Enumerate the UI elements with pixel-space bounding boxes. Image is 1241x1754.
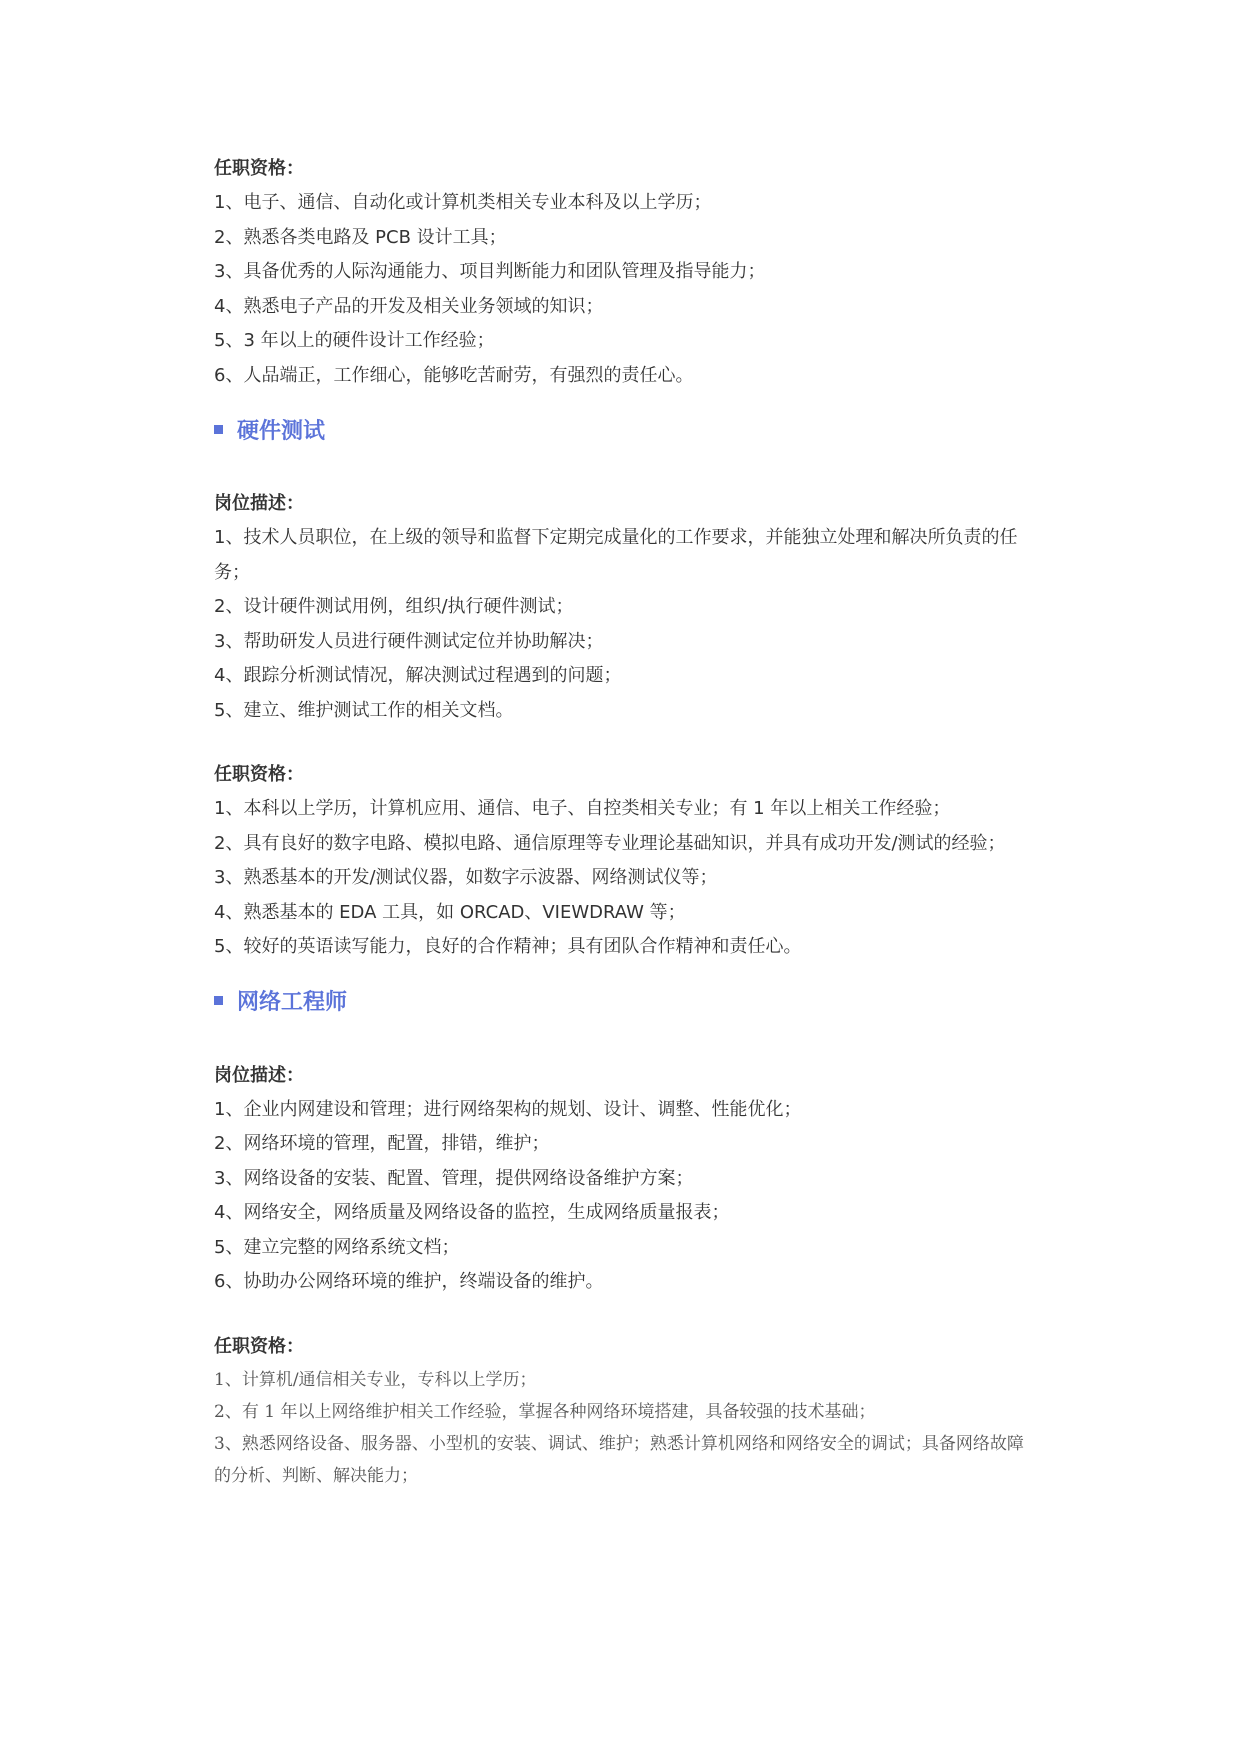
list-item: 2、有 1 年以上网络维护相关工作经验，掌握各种网络环境搭建，具备较强的技术基础； <box>214 1401 876 1422</box>
section-title-hardware-test <box>214 409 1034 449</box>
list-item: 2、熟悉各类电路及 PCB 设计工具； <box>214 226 507 248</box>
qualifications-list <box>214 1364 1034 1492</box>
qualifications-heading: 任职资格： <box>214 764 304 785</box>
list-item: 1、本科以上学历，计算机应用、通信、电子、自控类相关专业；有 1 年以上相关工作经验； <box>214 798 951 819</box>
qualifications-list <box>214 186 1034 393</box>
list-item: 1、电子、通信、自动化或计算机类相关专业本科及以上学历； <box>214 192 712 213</box>
list-item: 5、建立、维护测试工作的相关文档。 <box>214 699 514 721</box>
section-title-text: 网络工程师 <box>237 990 348 1015</box>
list-item: 4、熟悉基本的 EDA 工具，如 ORCAD、VIEWDRAW 等； <box>214 901 686 923</box>
square-bullet-icon <box>214 425 223 434</box>
list-item: 3、具备优秀的人际沟通能力、项目判断能力和团队管理及指导能力； <box>214 261 766 282</box>
description-list <box>214 521 1034 728</box>
list-item: 4、网络安全，网络质量及网络设备的监控，生成网络质量报表； <box>214 1202 730 1223</box>
list-item: 3、熟悉网络设备、服务器、小型机的安装、调试、维护；熟悉计算机网络和网络安全的调试；具备网络故障的分析、判断、解决能力； <box>214 1433 1024 1486</box>
list-item: 2、设计硬件测试用例，组织/执行硬件测试； <box>214 596 574 617</box>
list-item: 1、技术人员职位，在上级的领导和监督下定期完成量化的工作要求，并能独立处理和解决所负责的任务； <box>214 527 1018 583</box>
list-item: 3、熟悉基本的开发/测试仪器，如数字示波器、网络测试仪等； <box>214 867 718 888</box>
list-item: 6、人品端正，工作细心，能够吃苦耐劳，有强烈的责任心。 <box>214 364 694 386</box>
section-title-network-engineer <box>214 981 1034 1021</box>
list-item: 5、较好的英语读写能力，良好的合作精神；具有团队合作精神和责任心。 <box>214 936 802 957</box>
qualifications-heading: 任职资格： <box>214 1335 304 1357</box>
qualifications-heading: 任职资格： <box>214 158 304 179</box>
list-item: 6、协助办公网络环境的维护，终端设备的维护。 <box>214 1271 604 1292</box>
list-item: 5、3 年以上的硬件设计工作经验； <box>214 330 495 351</box>
list-item: 4、跟踪分析测试情况，解决测试过程遇到的问题； <box>214 665 622 686</box>
square-bullet-icon <box>214 996 223 1005</box>
section-title-text: 硬件测试 <box>237 418 326 444</box>
document-body <box>214 152 1034 1492</box>
list-item: 1、企业内网建设和管理；进行网络架构的规划、设计、调整、性能优化； <box>214 1098 802 1120</box>
description-list <box>214 1093 1034 1300</box>
qualifications-list <box>214 792 1034 965</box>
list-item: 4、熟悉电子产品的开发及相关业务领域的知识； <box>214 295 604 317</box>
list-item: 1、计算机/通信相关专业，专科以上学历； <box>214 1369 537 1390</box>
description-heading: 岗位描述： <box>214 493 304 514</box>
list-item: 3、网络设备的安装、配置、管理，提供网络设备维护方案； <box>214 1167 694 1189</box>
list-item: 2、具有良好的数字电路、模拟电路、通信原理等专业理论基础知识，并具有成功开发/测试的经验； <box>214 832 1006 854</box>
list-item: 5、建立完整的网络系统文档； <box>214 1236 460 1258</box>
list-item: 2、网络环境的管理，配置，排错，维护； <box>214 1133 550 1154</box>
description-heading: 岗位描述： <box>214 1064 304 1086</box>
list-item: 3、帮助研发人员进行硬件测试定位并协助解决； <box>214 630 604 652</box>
